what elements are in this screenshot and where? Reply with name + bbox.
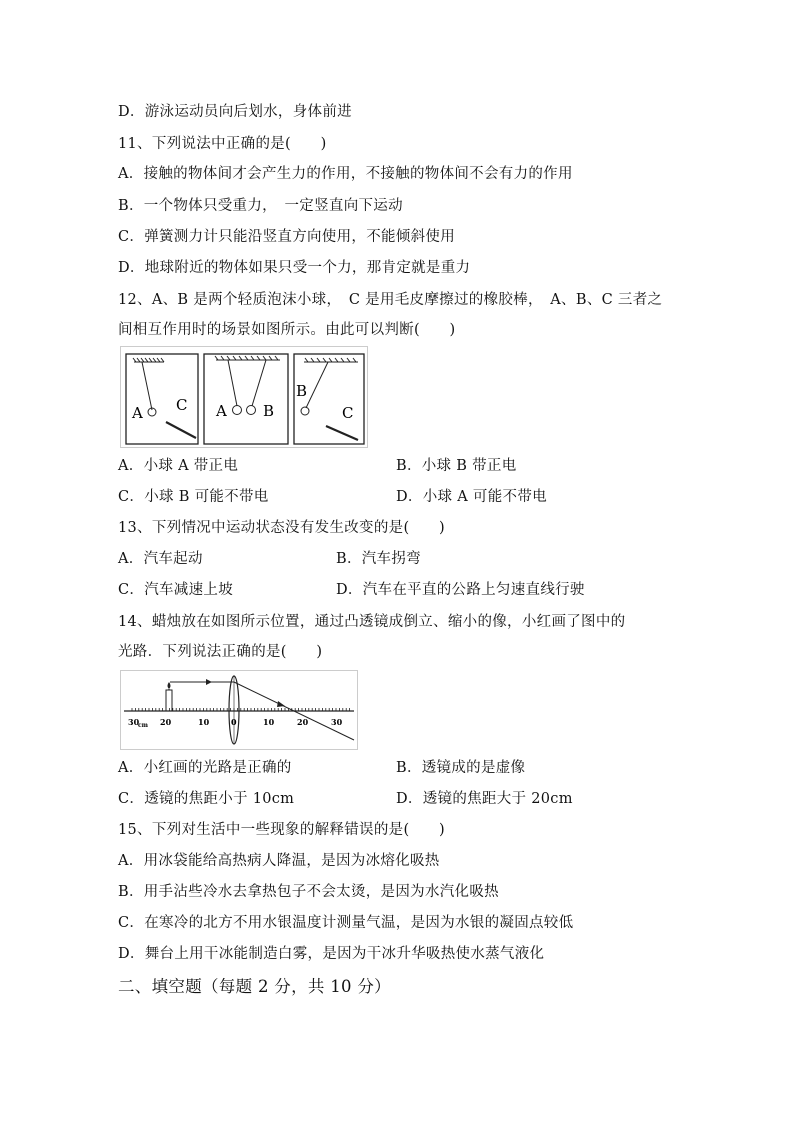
q14-stem-line2: 光路．下列说法正确的是( ) [118, 644, 323, 660]
q13-option-c: C．汽车减速上坡 [118, 582, 233, 598]
q15-stem: 15、下列对生活中一些现象的解释错误的是( ) [118, 822, 445, 838]
q15-option-a: A．用冰袋能给高热病人降温，是因为冰熔化吸热 [118, 853, 440, 869]
q13-option-a: A．汽车起动 [118, 551, 203, 567]
q10-option-d: D．游泳运动员向后划水，身体前进 [118, 104, 352, 120]
q12-panel-1 [126, 354, 198, 444]
q12-label-a2: A [216, 402, 227, 420]
q11-option-b: B．一个物体只受重力， 一定竖直向下运动 [118, 198, 403, 214]
q12-label-c3: C [342, 404, 354, 422]
q12-label-c1: C [176, 396, 188, 414]
q14-tick-20-left: 20 [160, 717, 172, 727]
q15-option-c: C．在寒冷的北方不用水银温度计测量气温，是因为水银的凝固点较低 [118, 915, 574, 931]
q12-figure [120, 346, 368, 448]
q15-option-b: B．用手沾些冷水去拿热包子不会太烫，是因为水汽化吸热 [118, 884, 499, 900]
q14-tick-0: 0 [231, 717, 237, 727]
q12-option-c: C．小球 B 可能不带电 [118, 489, 269, 505]
q14-option-a: A．小红画的光路是正确的 [118, 760, 292, 776]
q11-option-a: A．接触的物体间才会产生力的作用，不接触的物体间不会有力的作用 [118, 166, 573, 182]
q13-stem: 13、下列情况中运动状态没有发生改变的是( ) [118, 520, 445, 536]
q14-tick-10-left: 10 [198, 717, 210, 727]
q14-tick-20-right: 20 [297, 717, 309, 727]
q12-stem-line2: 间相互作用时的场景如图所示。由此可以判断( ) [118, 322, 456, 338]
q12-panel-2 [204, 354, 288, 444]
q14-option-b: B．透镜成的是虚像 [396, 760, 526, 776]
q12-label-b2: B [263, 402, 275, 420]
q13-option-d: D．汽车在平直的公路上匀速直线行驶 [336, 582, 585, 598]
q14-option-c: C．透镜的焦距小于 10cm [118, 791, 295, 807]
q11-stem: 11、下列说法中正确的是( ) [118, 136, 327, 152]
q14-tick-10-right: 10 [263, 717, 275, 727]
q12-label-a1: A [132, 404, 143, 422]
q12-option-a: A．小球 A 带正电 [118, 458, 239, 474]
section-2-title: 二、填空题（每题 2 分，共 10 分） [118, 977, 391, 996]
q12-stem-line1: 12、A、B 是两个轻质泡沫小球， C 是用毛皮摩擦过的橡胶棒， A、B、C 三者之 [118, 292, 663, 308]
q14-tick-30-right: 30 [331, 717, 343, 727]
q11-option-d: D．地球附近的物体如果只受一个力，那肯定就是重力 [118, 260, 471, 276]
q14-option-d: D．透镜的焦距大于 20cm [396, 791, 573, 807]
q14-stem-line1: 14、蜡烛放在如图所示位置，通过凸透镜成倒立、缩小的像，小红画了图中的 [118, 614, 626, 630]
q12-panel-3 [294, 354, 364, 444]
q12-option-d: D．小球 A 可能不带电 [396, 489, 547, 505]
q15-option-d: D．舞台上用干冰能制造白雾，是因为干冰升华吸热使水蒸气液化 [118, 946, 545, 962]
q14-lens-figure [120, 670, 358, 750]
q14-tick-unit: cm [138, 722, 149, 729]
q12-label-b3: B [296, 382, 308, 400]
q13-option-b: B．汽车拐弯 [336, 551, 421, 567]
q12-option-b: B．小球 B 带正电 [396, 458, 517, 474]
q14-tick-30-left: 30 [128, 717, 140, 727]
q11-option-c: C．弹簧测力计只能沿竖直方向使用，不能倾斜使用 [118, 229, 455, 245]
